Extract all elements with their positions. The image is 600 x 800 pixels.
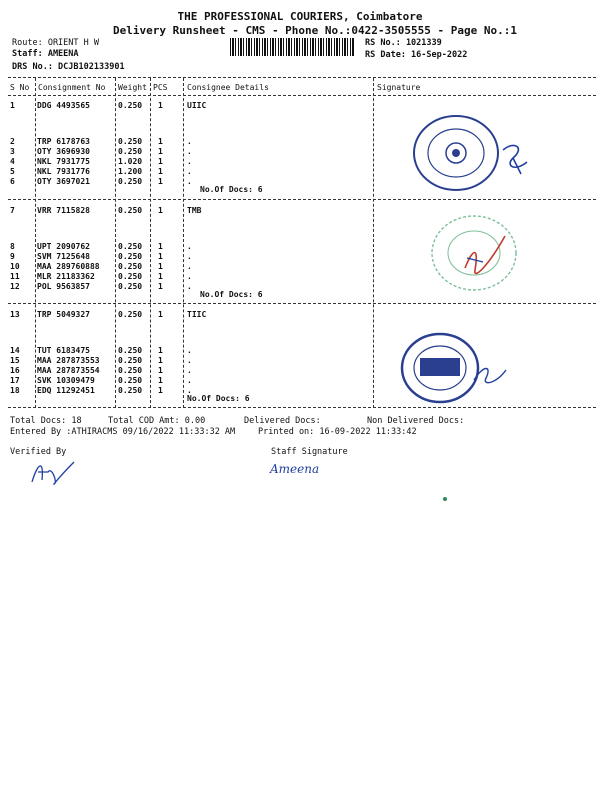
consignee-name: TMB: [187, 206, 202, 215]
col-header-consignment: Consignment No: [38, 83, 106, 92]
docs-count: No.Of Docs: 6: [200, 290, 263, 299]
printed-on: Printed on: 16-09-2022 11:33:42: [258, 427, 417, 437]
staff-label: Staff: AMEENA: [12, 49, 79, 59]
col-header-signature: Signature: [377, 83, 421, 92]
divider: [8, 95, 596, 96]
docs-count: No.Of Docs: 6: [200, 185, 263, 194]
column-separator: [373, 78, 374, 408]
divider: [8, 303, 596, 304]
staff-signature-label: Staff Signature: [271, 447, 348, 457]
docs-count: No.Of Docs: 6: [187, 394, 250, 403]
uiic-signature: [495, 138, 535, 178]
ink-dot: [443, 497, 447, 501]
rs-date: RS Date: 16-Sep-2022: [365, 50, 468, 60]
verified-signature: [28, 456, 78, 488]
delivered-docs: Delivered Docs:: [244, 416, 321, 426]
entered-by: Entered By :ATHIRACMS 09/16/2022 11:33:32 AM: [10, 427, 236, 437]
column-separator: [115, 78, 116, 408]
total-docs: Total Docs: 18: [10, 416, 82, 426]
staff-signature: Ameena: [270, 462, 320, 476]
verified-by-label: Verified By: [10, 447, 67, 457]
consignee-name: TIIC: [187, 310, 207, 319]
route-label: Route: ORIENT H W: [12, 38, 99, 48]
total-cod: Total COD Amt: 0.00: [108, 416, 206, 426]
consignee-name: UIIC: [187, 101, 207, 110]
barcode: [230, 38, 355, 56]
column-separator: [183, 78, 184, 408]
col-header-sno: S No: [10, 83, 30, 92]
divider: [8, 77, 596, 78]
rs-number: RS No.: 1021339: [365, 38, 442, 48]
runsheet-subtitle: Delivery Runsheet - CMS - Phone No.:0422-3505555 - Page No.:1: [113, 24, 517, 37]
tiic-signature: [470, 360, 510, 390]
col-header-consignee: Consignee Details: [187, 83, 269, 92]
divider: [8, 199, 596, 200]
divider: [8, 407, 596, 408]
drs-number: DRS No.: DCJB102133901: [12, 62, 125, 72]
col-header-pcs: PCS: [153, 83, 168, 92]
tmb-signature: [455, 228, 515, 288]
uiic-stamp: [410, 112, 502, 194]
column-separator: [35, 78, 36, 408]
column-separator: [150, 78, 151, 408]
col-header-weight: Weight: [118, 83, 147, 92]
company-title: THE PROFESSIONAL COURIERS, Coimbatore: [177, 10, 423, 23]
non-delivered-docs: Non Delivered Docs:: [367, 416, 465, 426]
